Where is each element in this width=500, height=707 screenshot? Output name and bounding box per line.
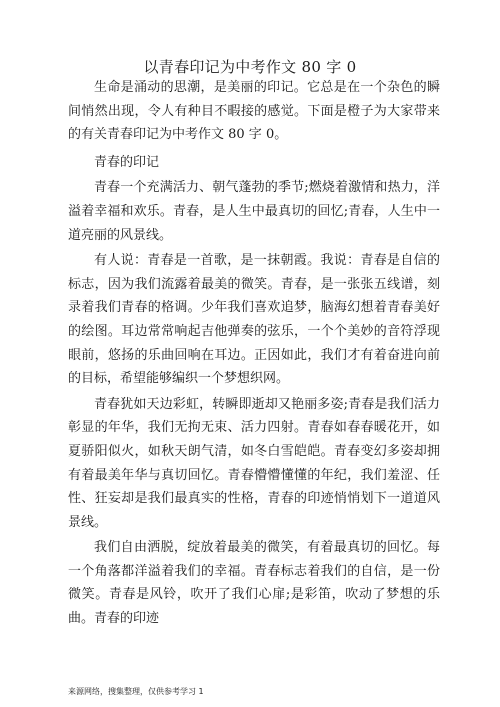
document-body (68, 76, 440, 631)
intro-paragraph: 生命是涌动的思潮，是美丽的印记。它总是在一个杂色的瞬间悄然出现，令人有种目不暇接的感觉。下面是橙子为大家带来的有关青春印记为中考作文 80 字 0。 (68, 80, 440, 143)
page-footer: 来源网络，搜集整理，仅供参考学习 1 (68, 687, 204, 696)
body-paragraph: 我们自由洒脱，绽放着最美的微笑，有着最真切的回忆。每一个角落都洋溢着我们的幸福。青春标志着我们的自信，是一份微笑。青春是风铃，吹开了我们心扉;是彩笛，吹动了梦想的乐曲。青春的印迹 (68, 540, 440, 627)
body-paragraph: 有人说：青春是一首歌，是一抹朝霞。我说：青春是自信的标志，因为我们流露着最美的微笑。青春，是一张张五线谱，刻录着我们青春的格调。少年我们喜欢追梦，脑海幻想着青春美好的绘图。耳边常常响起吉他弹奏的弦乐，一个个美妙的音符浮现眼前，悠扬的乐曲回响在耳边。正因如此，我们才有着奋进向前的目标，希望能够编织一个梦想织网。 (68, 253, 440, 387)
body-paragraph: 青春一个充满活力、朝气蓬勃的季节;燃烧着激情和热力，洋溢着幸福和欢乐。青春，是人生中最真切的回忆;青春，人生中一道亮丽的风景线。 (68, 180, 440, 243)
document-title: 以青春印记为中考作文 80 字 0 (143, 58, 357, 76)
section-subtitle: 青春的印记 (94, 154, 160, 170)
body-paragraph: 青春犹如天边彩虹，转瞬即逝却又艳丽多姿;青春是我们活力彰显的年华，我们无拘无束、活力四射。青春如春春暖花开，如夏骄阳似火，如秋天朗气清，如冬白雪皑皑。青春变幻多姿却拥有着最美年华与真切回忆。青春懵懵懂懂的年纪，我们羞涩、任性、狂妄却是我们最真实的性格，青春的印迹悄悄划下一道道风景线。 (68, 396, 440, 530)
